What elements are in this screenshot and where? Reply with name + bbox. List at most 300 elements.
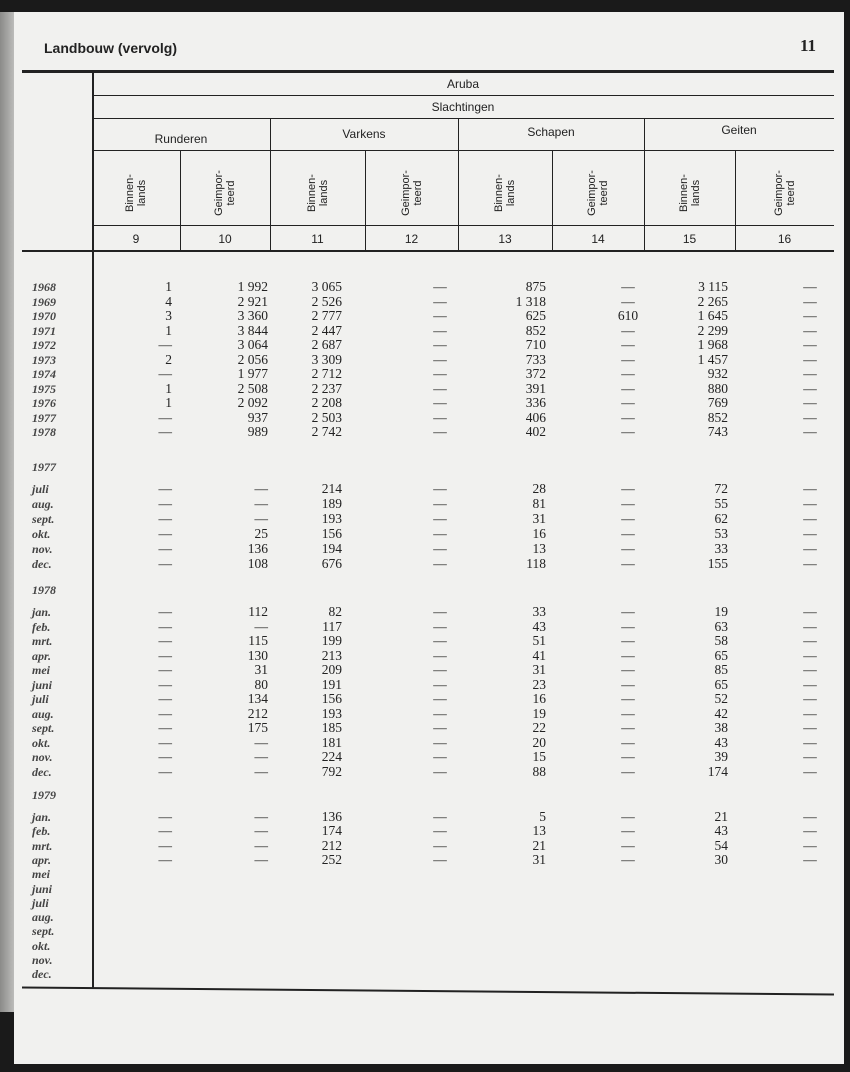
table-cell: 224 bbox=[321, 749, 342, 764]
table-cell: — bbox=[621, 556, 635, 571]
table-cell: 199 bbox=[321, 633, 342, 648]
table-cell: 82 bbox=[328, 604, 342, 619]
table-cell: — bbox=[254, 511, 268, 526]
subcolumn-header: Binnen- lands bbox=[677, 174, 702, 212]
table-cell: 2 056 bbox=[237, 351, 268, 367]
table-cell: 136 bbox=[247, 541, 268, 556]
table-cell: 25 bbox=[254, 526, 268, 541]
subcolumn-header: Geimpor- teerd bbox=[213, 170, 237, 216]
table-cell: — bbox=[803, 809, 817, 824]
table-cell: — bbox=[803, 633, 817, 648]
header-rule-subcols bbox=[92, 225, 834, 226]
table-cell: 42 bbox=[714, 705, 728, 721]
table-cell: 43 bbox=[714, 734, 728, 750]
table-cell: 54 bbox=[714, 837, 728, 853]
header-group-runderen: Runderen bbox=[154, 132, 208, 146]
table-cell: — bbox=[803, 604, 817, 619]
row-label: 1971 bbox=[32, 323, 56, 338]
table-cell: 2 bbox=[165, 351, 172, 367]
row-label: okt. bbox=[32, 735, 51, 750]
table-cell: — bbox=[158, 647, 172, 663]
table-cell: 174 bbox=[321, 823, 342, 839]
table-cell: 2 921 bbox=[237, 293, 268, 309]
table-cell: — bbox=[254, 837, 268, 853]
table-cell: 85 bbox=[714, 662, 728, 677]
table-cell: — bbox=[254, 496, 268, 511]
table-cell: — bbox=[803, 647, 817, 663]
table-cell: — bbox=[803, 526, 817, 541]
table-cell: 852 bbox=[525, 322, 546, 338]
row-label: juli bbox=[32, 692, 49, 706]
table-cell: 852 bbox=[707, 409, 728, 425]
table-cell: — bbox=[158, 720, 172, 735]
table-cell: 1 bbox=[165, 380, 172, 396]
row-label: okt. bbox=[32, 527, 51, 541]
table-cell: 1 992 bbox=[237, 279, 268, 294]
table-cell: 39 bbox=[714, 749, 728, 764]
row-label: 1975 bbox=[32, 381, 56, 396]
table-cell: — bbox=[803, 676, 817, 692]
table-cell: — bbox=[433, 691, 447, 706]
table-cell: — bbox=[803, 720, 817, 735]
table-cell: 2 092 bbox=[237, 395, 268, 410]
table-cell: — bbox=[433, 556, 447, 571]
table-cell: 3 065 bbox=[311, 279, 342, 294]
table-cell: — bbox=[158, 511, 172, 526]
table-cell: — bbox=[158, 366, 172, 381]
table-cell: — bbox=[433, 424, 447, 439]
row-label: mrt. bbox=[32, 634, 53, 648]
table-cell: 21 bbox=[532, 837, 546, 853]
table-cell: 1 968 bbox=[697, 337, 728, 352]
table-cell: 880 bbox=[707, 380, 728, 396]
table-cell: — bbox=[433, 633, 447, 648]
table-cell: — bbox=[433, 526, 447, 541]
table-cell: — bbox=[803, 366, 817, 381]
subcolumn-header: Binnen- lands bbox=[124, 174, 148, 212]
subcolumn-header: Binnen- lands bbox=[493, 174, 517, 212]
table-cell: 15 bbox=[532, 749, 546, 764]
table-cell: 130 bbox=[247, 647, 268, 663]
table-cell: 743 bbox=[707, 424, 728, 439]
table-cell: — bbox=[158, 604, 172, 619]
table-cell: 112 bbox=[248, 604, 268, 619]
row-label: nov. bbox=[32, 750, 53, 764]
table-cell: — bbox=[433, 496, 447, 511]
row-label: juli bbox=[32, 482, 49, 496]
table-cell: — bbox=[621, 279, 635, 294]
table-cell: 55 bbox=[714, 496, 728, 511]
table-cell: 1 318 bbox=[515, 293, 546, 309]
table-cell: 33 bbox=[532, 604, 546, 619]
table-cell: — bbox=[621, 541, 635, 556]
table-cell: — bbox=[803, 734, 817, 750]
table-cell: 3 bbox=[165, 308, 172, 323]
table-cell: — bbox=[621, 496, 635, 511]
row-label: feb. bbox=[32, 824, 51, 839]
row-label: aug. bbox=[32, 910, 54, 925]
table-cell: — bbox=[803, 351, 817, 367]
table-cell: 710 bbox=[525, 337, 546, 352]
table-cell: 136 bbox=[321, 809, 342, 824]
table-cell: 53 bbox=[714, 526, 728, 541]
table-cell: — bbox=[621, 720, 635, 735]
subcolumn-header: Binnen- lands bbox=[305, 174, 330, 212]
table-cell: — bbox=[158, 676, 172, 692]
row-label: apr. bbox=[32, 852, 52, 867]
table-cell: 41 bbox=[532, 647, 546, 663]
table-cell: 175 bbox=[247, 720, 268, 735]
table-cell: — bbox=[158, 496, 172, 511]
table-cell: — bbox=[803, 409, 817, 425]
table-cell: 733 bbox=[525, 351, 546, 367]
header-rule-aruba bbox=[92, 95, 834, 96]
column-number: 9 bbox=[132, 232, 140, 246]
table-cell: — bbox=[803, 556, 817, 571]
row-label: 1968 bbox=[32, 280, 56, 294]
header-rule-groups bbox=[92, 150, 834, 151]
table-cell: — bbox=[433, 647, 447, 663]
table-cell: — bbox=[158, 691, 172, 706]
table-cell: 194 bbox=[321, 541, 342, 556]
table-cell: — bbox=[621, 409, 635, 425]
table-cell: — bbox=[433, 541, 447, 556]
table-cell: — bbox=[254, 734, 268, 750]
table-cell: 155 bbox=[707, 556, 728, 571]
table-cell: — bbox=[254, 481, 268, 496]
table-cell: — bbox=[621, 749, 635, 764]
table-cell: — bbox=[433, 763, 447, 779]
table-cell: — bbox=[158, 541, 172, 556]
table-cell: — bbox=[433, 676, 447, 692]
table-cell: — bbox=[433, 604, 447, 619]
row-label: mrt. bbox=[32, 838, 53, 853]
table-cell: 402 bbox=[525, 424, 546, 439]
table-cell: — bbox=[803, 705, 817, 721]
table-cell: 3 115 bbox=[698, 279, 728, 294]
table-cell: 2 742 bbox=[311, 424, 342, 439]
column-number: 16 bbox=[777, 232, 792, 246]
row-label: sept. bbox=[32, 512, 55, 526]
table-cell: 1 645 bbox=[697, 308, 728, 323]
table-cell: — bbox=[621, 322, 635, 338]
table-cell: 2 526 bbox=[311, 293, 342, 309]
table-cell: — bbox=[803, 763, 817, 779]
table-cell: — bbox=[621, 424, 635, 439]
table-cell: 31 bbox=[532, 511, 546, 526]
table-cell: — bbox=[158, 618, 172, 634]
table-cell: — bbox=[621, 823, 635, 839]
table-cell: 212 bbox=[321, 837, 342, 853]
table-cell: 65 bbox=[714, 647, 728, 663]
table-cell: — bbox=[254, 749, 268, 764]
table-cell: 610 bbox=[617, 308, 639, 323]
table-cell: 22 bbox=[532, 720, 546, 735]
table-cell: — bbox=[433, 409, 447, 425]
header-bottom-rule bbox=[22, 250, 834, 252]
table-cell: — bbox=[254, 823, 268, 839]
table-cell: — bbox=[621, 691, 635, 706]
table-cell: — bbox=[803, 337, 817, 352]
table-cell: — bbox=[621, 351, 635, 367]
table-cell: — bbox=[433, 809, 447, 824]
table-cell: 625 bbox=[525, 308, 546, 323]
table-cell: 65 bbox=[714, 676, 728, 692]
table-cell: 63 bbox=[714, 618, 728, 634]
table-cell: 31 bbox=[532, 662, 546, 677]
table-cell: — bbox=[621, 676, 635, 692]
table-cell: 2 299 bbox=[697, 322, 728, 338]
table-cell: — bbox=[621, 526, 635, 541]
table-cell: — bbox=[158, 851, 172, 867]
column-number: 15 bbox=[682, 232, 697, 246]
table-cell: 2 687 bbox=[311, 337, 342, 352]
row-label: 1978 bbox=[32, 425, 56, 439]
table-cell: — bbox=[803, 823, 817, 839]
header-rule-slachtingen bbox=[92, 118, 834, 119]
row-label: juni bbox=[32, 677, 53, 692]
table-cell: 213 bbox=[321, 647, 342, 663]
table-cell: — bbox=[621, 604, 635, 619]
table-cell: 2 712 bbox=[311, 366, 342, 381]
table-cell: 20 bbox=[532, 734, 546, 750]
table-cell: — bbox=[621, 809, 635, 824]
table-cell: — bbox=[433, 293, 447, 309]
table-cell: — bbox=[433, 308, 447, 323]
table-cell: 108 bbox=[247, 556, 268, 571]
table-cell: — bbox=[621, 511, 635, 526]
row-label: okt. bbox=[32, 938, 51, 953]
table-cell: 937 bbox=[247, 409, 268, 425]
table-cell: 33 bbox=[714, 541, 728, 556]
row-label: mei bbox=[32, 663, 50, 677]
table-cell: 191 bbox=[321, 676, 342, 692]
table-cell: 372 bbox=[525, 366, 546, 381]
table-cell: 13 bbox=[532, 541, 546, 556]
table-cell: 4 bbox=[165, 293, 172, 309]
table-cell: — bbox=[803, 851, 817, 867]
table-cell: 80 bbox=[254, 676, 268, 692]
table-cell: 2 237 bbox=[311, 380, 342, 396]
table-cell: — bbox=[254, 763, 268, 779]
table-cell: — bbox=[621, 380, 635, 396]
table-cell: — bbox=[803, 691, 817, 706]
header-group-varkens: Varkens bbox=[342, 127, 386, 141]
row-label: aug. bbox=[32, 706, 54, 721]
table-cell: — bbox=[433, 705, 447, 721]
table-cell: — bbox=[433, 720, 447, 735]
table-cell: 193 bbox=[321, 705, 342, 721]
row-label: dec. bbox=[32, 557, 52, 571]
table-cell: 52 bbox=[714, 691, 728, 706]
table-cell: 189 bbox=[321, 496, 342, 511]
table-cell: 391 bbox=[525, 380, 546, 396]
table-cell: 31 bbox=[254, 662, 268, 677]
table-cell: 932 bbox=[707, 366, 728, 381]
table-cell: — bbox=[158, 809, 172, 824]
table-cell: — bbox=[621, 734, 635, 750]
subcolumn-header: Geimpor- teerd bbox=[399, 170, 424, 216]
table-cell: — bbox=[433, 481, 447, 496]
row-label: 1977 bbox=[32, 410, 56, 425]
table-cell: — bbox=[803, 293, 817, 309]
table-cell: 23 bbox=[532, 676, 546, 692]
table-cell: 2 208 bbox=[311, 395, 342, 410]
table-cell: 252 bbox=[321, 851, 342, 867]
row-label: juni bbox=[32, 881, 53, 896]
table-cell: — bbox=[621, 337, 635, 352]
table-cell: — bbox=[803, 322, 817, 338]
table-cell: — bbox=[621, 705, 635, 721]
row-label: mei bbox=[32, 867, 50, 882]
table-cell: 1 457 bbox=[697, 351, 728, 367]
table-cell: 1 bbox=[165, 322, 172, 338]
header-group-geiten: Geiten bbox=[721, 123, 757, 137]
table-cell: 19 bbox=[532, 705, 546, 721]
table-cell: 2 503 bbox=[311, 409, 342, 425]
table-cell: 88 bbox=[532, 763, 546, 779]
table-cell: — bbox=[158, 749, 172, 764]
table-cell: 5 bbox=[539, 809, 546, 824]
table-cell: — bbox=[158, 823, 172, 839]
table-cell: — bbox=[158, 424, 172, 439]
table-cell: — bbox=[803, 481, 817, 496]
table-cell: 156 bbox=[321, 691, 342, 706]
table-cell: — bbox=[433, 618, 447, 634]
table-cell: 3 844 bbox=[237, 322, 268, 338]
row-label: feb. bbox=[32, 619, 51, 634]
table-cell: — bbox=[621, 366, 635, 381]
table-cell: 3 064 bbox=[237, 337, 268, 352]
table-cell: — bbox=[158, 662, 172, 677]
table-cell: 16 bbox=[532, 691, 546, 706]
table-cell: — bbox=[433, 351, 447, 367]
table-cell: — bbox=[254, 618, 268, 634]
table-cell: — bbox=[433, 395, 447, 410]
table-cell: 43 bbox=[532, 618, 546, 634]
table-cell: — bbox=[803, 424, 817, 439]
table-cell: 193 bbox=[321, 511, 342, 526]
table-cell: 21 bbox=[714, 809, 728, 824]
row-label: juli bbox=[32, 895, 49, 910]
table-cell: 792 bbox=[321, 763, 342, 779]
subcolumn-header: Geimpor- teerd bbox=[772, 170, 797, 216]
column-number: 14 bbox=[591, 232, 605, 246]
table-cell: — bbox=[803, 749, 817, 764]
table-cell: 3 309 bbox=[311, 351, 342, 367]
table-cell: — bbox=[254, 851, 268, 867]
table-cell: — bbox=[803, 541, 817, 556]
table-cell: 30 bbox=[714, 851, 728, 867]
table-cell: — bbox=[621, 647, 635, 663]
table-cell: 2 447 bbox=[311, 322, 342, 338]
table-cell: 214 bbox=[321, 481, 342, 496]
table-cell: — bbox=[158, 837, 172, 853]
table-cell: 72 bbox=[714, 481, 728, 496]
table-cell: — bbox=[433, 366, 447, 381]
table-cell: — bbox=[433, 337, 447, 352]
table-cell: 2 265 bbox=[697, 293, 728, 309]
row-label: 1974 bbox=[32, 367, 56, 381]
table-cell: — bbox=[158, 763, 172, 779]
table-cell: 1 977 bbox=[237, 366, 268, 381]
row-label: sept. bbox=[32, 924, 55, 939]
table-cell: — bbox=[621, 293, 635, 309]
table-cell: — bbox=[803, 496, 817, 511]
subcolumn-header: Geimpor- teerd bbox=[586, 170, 610, 216]
row-label: 1973 bbox=[32, 352, 56, 367]
table-cell: 2 777 bbox=[311, 308, 342, 323]
table-cell: — bbox=[621, 395, 635, 410]
table-cell: 13 bbox=[532, 823, 546, 839]
table-cell: — bbox=[433, 823, 447, 839]
group-divider bbox=[644, 118, 645, 250]
table-cell: 406 bbox=[525, 409, 546, 425]
table-cell: 31 bbox=[532, 851, 546, 867]
table-cell: — bbox=[158, 337, 172, 352]
table-cell: 209 bbox=[321, 662, 342, 677]
table-cell: — bbox=[433, 511, 447, 526]
table-cell: — bbox=[433, 734, 447, 750]
column-number: 13 bbox=[498, 232, 512, 246]
table-cell: 181 bbox=[321, 734, 342, 750]
header-group-schapen: Schapen bbox=[527, 125, 575, 139]
column-number: 10 bbox=[218, 232, 232, 246]
table-cell: 51 bbox=[532, 633, 546, 648]
table-cell: — bbox=[803, 380, 817, 396]
table-cell: — bbox=[803, 662, 817, 677]
table-cell: 81 bbox=[532, 496, 546, 511]
table-cell: 1 bbox=[165, 395, 172, 410]
table-cell: 28 bbox=[532, 481, 546, 496]
table-cell: 769 bbox=[707, 395, 728, 410]
table-cell: — bbox=[621, 837, 635, 853]
table-cell: 16 bbox=[532, 526, 546, 541]
row-label: dec. bbox=[32, 967, 52, 982]
table-cell: — bbox=[803, 618, 817, 634]
table-cell: 38 bbox=[714, 720, 728, 735]
header-top-rule bbox=[22, 70, 834, 73]
row-label: apr. bbox=[32, 648, 52, 663]
table-cell: — bbox=[803, 837, 817, 853]
table-cell: 676 bbox=[321, 556, 342, 571]
section-title: Landbouw (vervolg) bbox=[44, 40, 177, 56]
table-cell: 115 bbox=[248, 633, 268, 648]
table-cell: 62 bbox=[714, 511, 728, 526]
table-cell: 1 bbox=[165, 279, 172, 294]
row-label: nov. bbox=[32, 953, 53, 967]
table-cell: — bbox=[433, 662, 447, 677]
table-cell: 875 bbox=[525, 279, 546, 294]
table-cell: 156 bbox=[321, 526, 342, 541]
row-label: dec. bbox=[32, 764, 52, 779]
table-cell: — bbox=[158, 556, 172, 571]
column-number: 11 bbox=[311, 232, 324, 246]
row-label: jan. bbox=[32, 605, 52, 619]
table-cell: — bbox=[621, 633, 635, 648]
group-heading: 1977 bbox=[32, 460, 56, 474]
table-cell: 989 bbox=[247, 424, 268, 439]
table-cell: 212 bbox=[247, 705, 268, 721]
table-cell: — bbox=[803, 308, 817, 323]
table-cell: — bbox=[803, 279, 817, 294]
table-cell: 174 bbox=[707, 763, 728, 779]
table-cell: — bbox=[433, 380, 447, 396]
row-label: jan. bbox=[32, 810, 52, 824]
table-cell: — bbox=[621, 763, 635, 779]
row-label: nov. bbox=[32, 542, 53, 556]
table-cell: — bbox=[158, 633, 172, 648]
